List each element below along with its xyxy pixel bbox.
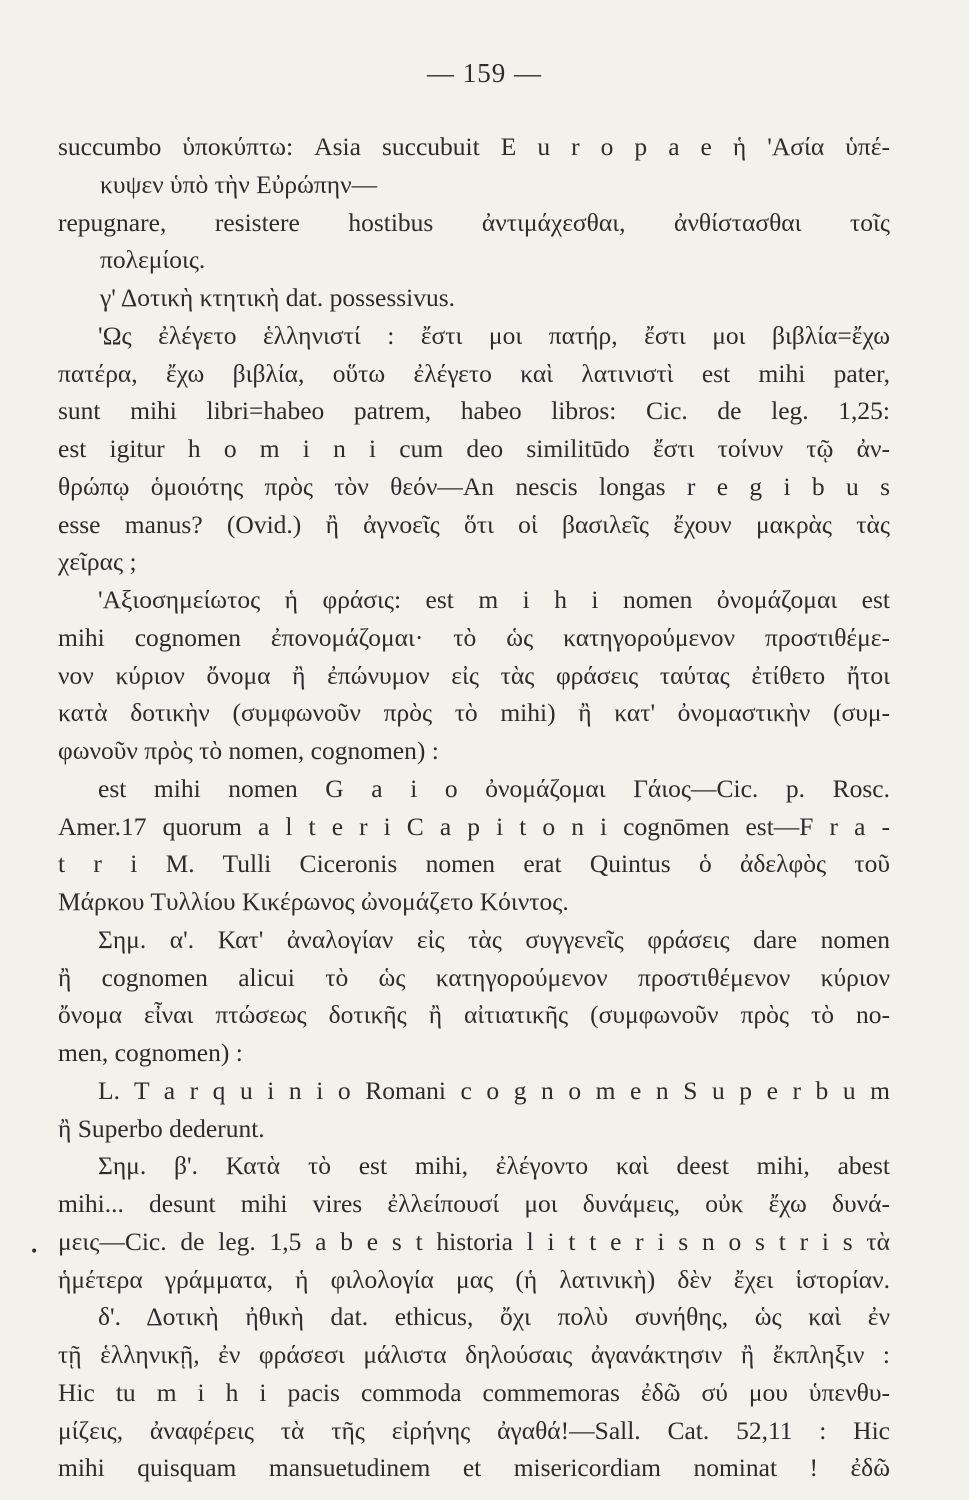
text-line: μεις—Cic. de leg. 1,5 a b e s t historia l i t t e r i s n o s t r i s τὰ [58,1226,890,1256]
text-line: esse manus? (Ovid.) ἢ ἀγνοεῖς ὅτι οἱ βασιλεῖς ἔχουν μακρὰς τὰς [58,509,890,539]
text-line: κυψεν ὑπὸ τὴν Εὐρώπην— [100,169,378,199]
text-line: ἢ cognomen alicui τὸ ὡς κατηγορούμενον προστιθέμενον κύριον [58,962,890,992]
text-line: κατὰ δοτικὴν (συμφωνοῦν πρὸς τὸ mihi) ἢ κατ' ὀνομαστικὴν (συμ- [58,698,890,728]
note-heading-line: Σημ. α'. Κατ' ἀναλογίαν εἰς τὰς συγγενεῖς φράσεις dare nomen [98,924,890,954]
text-line: νον κύριον ὄνομα ἢ ἐπώνυμον εἰς τὰς φράσεις ταύτας ἐτίθετο ἤτοι [58,660,890,690]
text-line: t r i M. Tulli Ciceronis nomen erat Quintus ὁ ἀδελφὸς τοῦ [58,849,890,879]
text-line: Hic tu m i h i pacis commoda commemoras ἐδῶ σύ μου ὑπενθυ- [58,1377,890,1407]
text-line: Amer.17 quorum a l t e r i C a p i t o n i cognōmen est—F r a - [58,811,890,841]
body-text [58,128,890,1487]
text-line: πατέρα, ἔχω βιβλία, οὕτω ἐλέγετο καὶ λατινιστὶ est mihi pater, [58,358,890,388]
text-line: ὄνομα εἶναι πτώσεως δοτικῆς ἢ αἰτιατικῆς (συμφωνοῦν πρὸς τὸ no- [58,1000,890,1030]
text-line: sunt mihi libri=habeo patrem, habeo libros: Cic. de leg. 1,25: [58,396,890,426]
text-line: ἡμέτερα γράμματα, ἡ φιλολογία μας (ἡ λατινικὴ) δὲν ἔχει ἱστορίαν. [58,1264,890,1294]
text-line: est igitur h o m i n i cum deo similitūdo ἔστι τοίνυν τῷ ἀν- [58,434,890,463]
text-line: mihi... desunt mihi vires ἐλλείπουσί μοι δυνάμεις, οὐκ ἔχω δυνά- [58,1189,890,1218]
text-line: men, cognomen) : [58,1038,243,1067]
text-line: est mihi nomen G a i o ὀνομάζομαι Γάιος—Cic. p. Rosc. [98,773,890,803]
text-line: Μάρκου Τυλλίου Κικέρωνος ὠνομάζετο Κόιντος. [58,887,569,916]
text-line: repugnare, resistere hostibus ἀντιμάχεσθαι, ἀνθίστασθαι τοῖς [58,207,890,237]
text-line: φωνοῦν πρὸς τὸ nomen, cognomen) : [58,736,439,765]
section-heading-line: γ' Δοτικὴ κτητικὴ dat. possessivus. [100,283,456,312]
text-line: mihi quisquam mansuetudinem et misericordiam nominat ! ἐδῶ [58,1453,890,1483]
margin-mark: • [30,1244,39,1260]
text-line: πολεμίοις. [100,245,206,275]
text-line: τῇ ἑλληνικῇ, ἐν φράσεσι μάλιστα δηλούσαις ἀγανάκτησιν ἢ ἔκπληξιν : [58,1340,890,1369]
section-heading-line: δ'. Δοτικὴ ἠθικὴ dat. ethicus, ὄχι πολὺ συνήθης, ὡς καὶ ἐν [98,1302,890,1332]
text-line: succumbo ὑποκύπτω: Asia succubuit E u r o p a e ἡ 'Ασία ὑπέ- [58,132,890,161]
text-line: 'Αξιοσημείωτος ἡ φράσις: est m i h i nomen ὀνομάζομαι est [98,585,890,614]
note-heading-line: Σημ. β'. Κατὰ τὸ est mihi, ἐλέγοντο καὶ deest mihi, abest [98,1151,890,1181]
text-line: χεῖρας ; [58,547,137,577]
text-line: ἢ Superbo dederunt. [58,1113,265,1143]
text-line: L. T a r q u i n i o Romani c o g n o m e n S u p e r b u m [98,1075,890,1105]
text-line: mihi cognomen ἐπονομάζομαι· τὸ ὡς κατηγορούμενον προστιθέμε- [58,622,890,652]
text-line: μίζεις, ἀναφέρεις τὰ τῆς εἰρήνης ἀγαθά!—Sall. Cat. 52,11 : Hic [58,1415,890,1445]
text-line: θρώπῳ ὁμοιότης πρὸς τὸν θεόν—An nescis longas r e g i b u s [58,471,890,501]
page-number-header: — 159 — [427,58,542,88]
text-line: 'Ως ἐλέγετο ἑλληνιστί : ἔστι μοι πατήρ, ἔστι μοι βιβλία=ἔχω [98,320,890,350]
